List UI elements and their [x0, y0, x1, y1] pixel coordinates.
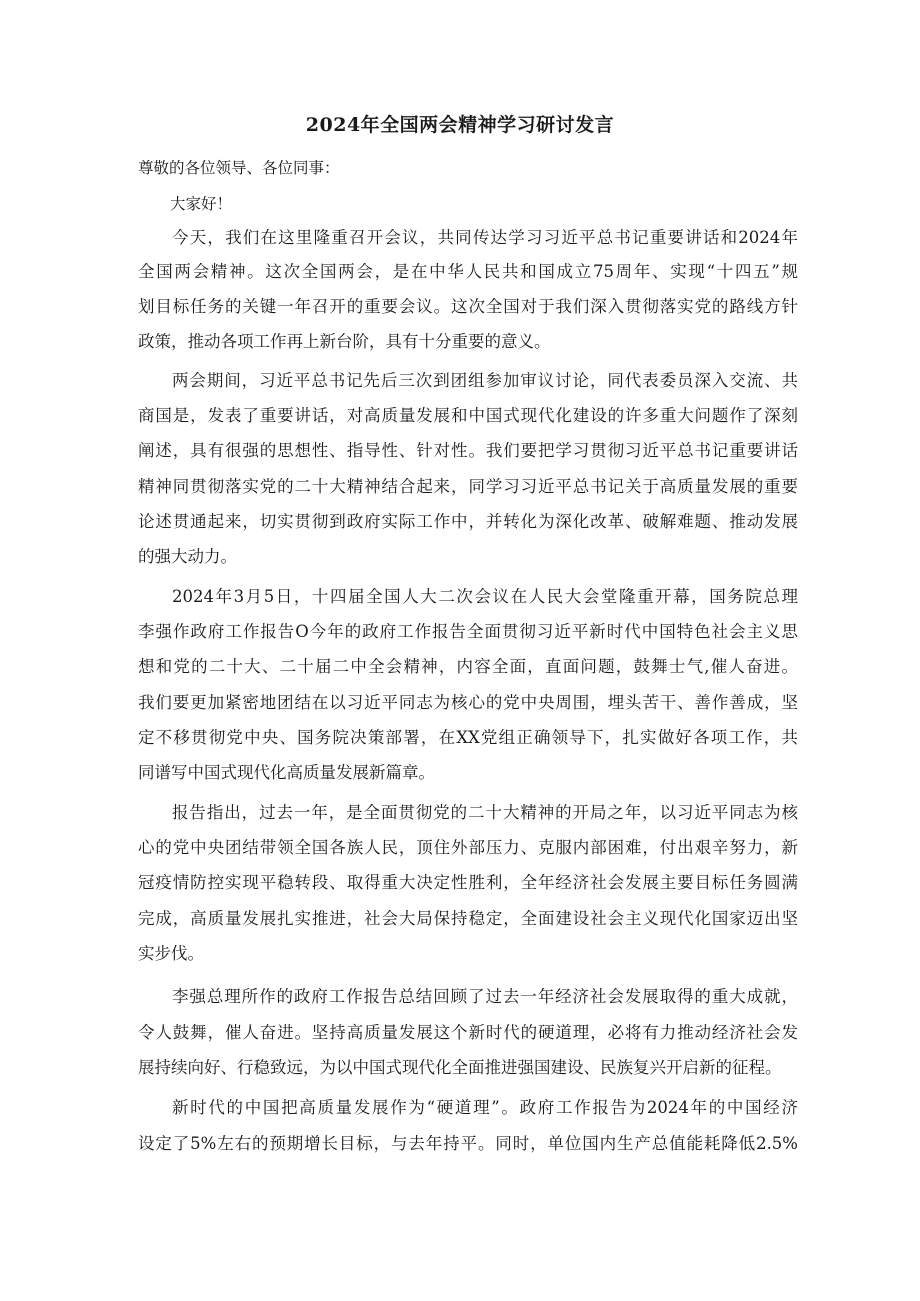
paragraph-line: 报告指出，过去一年，是全面贯彻党的二十大精神的开局之年，以习近平同志为核: [172, 803, 798, 822]
paragraph-line: 心的党中央团结带领全国各族人民，顶住外部压力、克服内部困难，付出艰辛努力，新: [138, 838, 798, 857]
paragraph-line: 政策，推动各项工作再上新台阶，具有十分重要的意义。: [138, 332, 551, 351]
paragraph-line: 的强大动力。: [138, 547, 237, 566]
paragraph-line: 令人鼓舞，催人奋进。坚持高质量发展这个新时代的硬道理，必将有力推动经济社会发: [138, 1023, 798, 1042]
paragraph-line: 设定了5%左右的预期增长目标，与去年持平。同时，单位国内生产总值能耗降低2.5%: [138, 1134, 798, 1153]
paragraph-line: 定不移贯彻党中央、国务院决策部署，在XX党组正确领导下，扎实做好各项工作，共: [138, 728, 798, 747]
paragraph-line: 冠疫情防控实现平稳转段、取得重大决定性胜利，全年经济社会发展主要目标任务圆满: [138, 873, 798, 892]
paragraph-line: 李强作政府工作报告O今年的政府工作报告全面贯彻习近平新时代中国特色社会主义思: [138, 622, 798, 641]
paragraph-line: 新时代的中国把高质量发展作为“硬道理”。政府工作报告为2024年的中国经济: [172, 1098, 798, 1117]
paragraph-line: 展持续向好、行稳致远，为以中国式现代化全面推进强国建设、民族复兴开启新的征程。: [138, 1058, 782, 1077]
paragraph-line: 论述贯通起来，切实贯彻到政府实际工作中，并转化为深化改革、破解难题、推动发展: [138, 512, 798, 531]
paragraph-line: 今天，我们在这里隆重召开会议，共同传达学习习近平总书记重要讲话和2024年: [172, 228, 798, 247]
document-title: 2024年全国两会精神学习研讨发言: [305, 114, 615, 136]
paragraph-line: 完成，高质量发展扎实推进，社会大局保持稳定，全面建设社会主义现代化国家迈出坚: [138, 909, 798, 928]
paragraph-line: 商国是，发表了重要讲话，对高质量发展和中国式现代化建设的许多重大问题作了深刻: [138, 406, 798, 425]
paragraph-line: 同谱写中国式现代化高质量发展新篇章。: [138, 763, 435, 782]
paragraph-line: 实步伐。: [138, 944, 204, 963]
paragraph-line: 2024年3月5日，十四届全国人大二次会议在人民大会堂隆重开幕，国务院总理: [172, 587, 798, 606]
paragraph-line: 全国两会精神。这次全国两会，是在中华人民共和国成立75周年、实现“十四五”规: [138, 262, 798, 281]
paragraph-line: 两会期间，习近平总书记先后三次到团组参加审议讨论，同代表委员深入交流、共: [172, 371, 798, 390]
paragraph-line: 我们要更加紧密地团结在以习近平同志为核心的党中央周围，埋头苦干、善作善成，坚: [138, 693, 798, 712]
paragraph-line: 想和党的二十大、二十届二中全会精神，内容全面，直面问题，鼓舞士气,催人奋进。: [138, 657, 798, 676]
paragraph-line: 阐述，具有很强的思想性、指导性、针对性。我们要把学习贯彻习近平总书记重要讲话: [138, 441, 798, 460]
greeting: 大家好！: [170, 195, 233, 213]
salutation: 尊敬的各位领导、各位同事：: [138, 159, 340, 177]
paragraph-line: 划目标任务的关键一年召开的重要会议。这次全国对于我们深入贯彻落实党的路线方针: [138, 297, 798, 316]
paragraph-line: 李强总理所作的政府工作报告总结回顾了过去一年经济社会发展取得的重大成就，: [172, 987, 798, 1006]
paragraph-line: 精神同贯彻落实党的二十大精神结合起来，同学习习近平总书记关于高质量发展的重要: [138, 477, 798, 496]
